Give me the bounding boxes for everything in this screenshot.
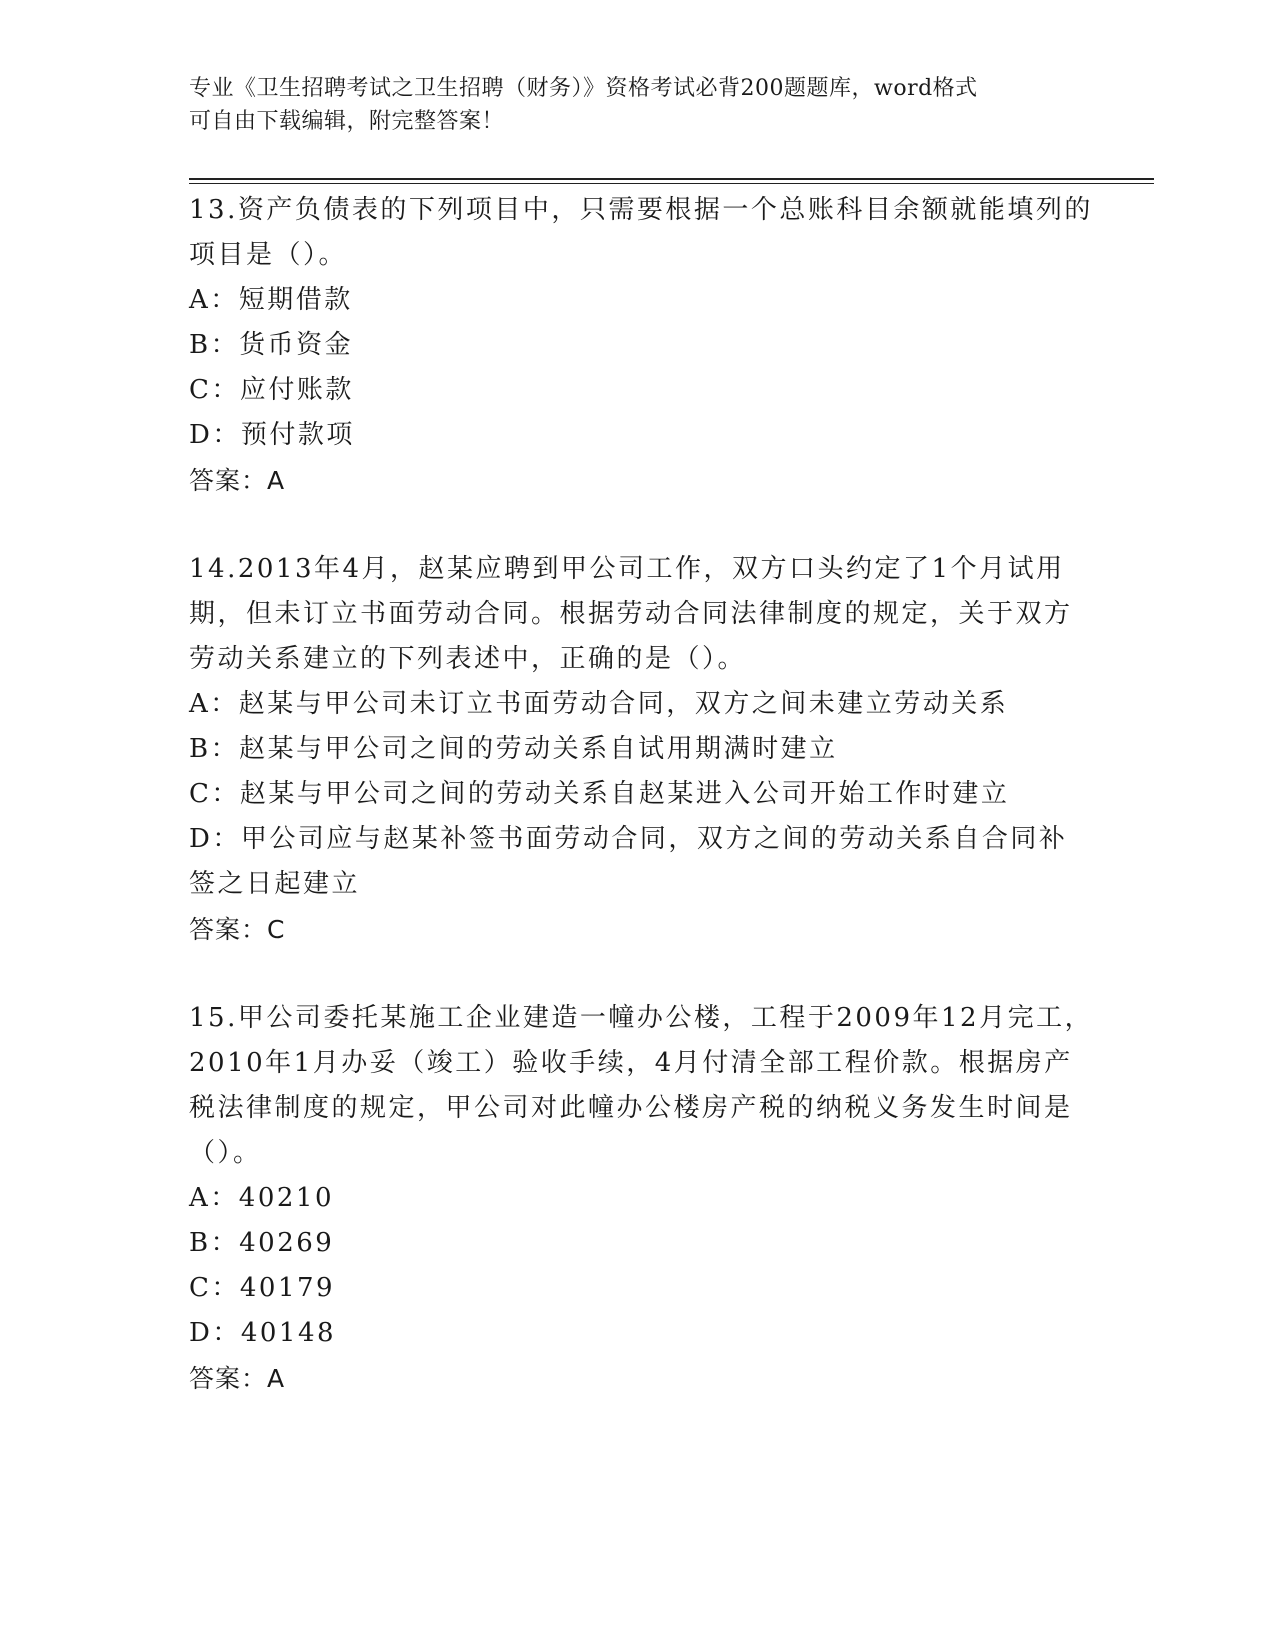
answer-line: 答案：A [189, 1364, 286, 1393]
option-d: D：甲公司应与赵某补签书面劳动合同，双方之间的劳动关系自合同补签之日起建立 [189, 824, 1068, 899]
question-stem: 14.2013年4月，赵某应聘到甲公司工作，双方口头约定了1个月试用期，但未订立书面劳动合同。根据劳动合同法律制度的规定，关于双方劳动关系建立的下列表述中，正确的是（）。 [189, 554, 1073, 674]
option-a: A：赵某与甲公司未订立书面劳动合同，双方之间未建立劳动关系 [189, 689, 1009, 719]
question-stem: 13.资产负债表的下列项目中，只需要根据一个总账科目余额就能填列的项目是（）。 [189, 195, 1093, 270]
option-c: C：40179 [189, 1273, 336, 1303]
header-line-1: 专业《卫生招聘考试之卫生招聘（财务）》资格考试必背200题题库，word格式 [189, 76, 978, 101]
answer-line: 答案：A [189, 466, 286, 495]
option-d: D：预付款项 [189, 420, 355, 450]
header-divider-thin [189, 183, 1154, 184]
header-divider-thick [189, 178, 1154, 180]
header-line-2: 可自由下载编辑，附完整答案！ [189, 109, 505, 134]
question-13 [189, 188, 1094, 503]
question-15 [189, 996, 1094, 1401]
option-c: C：赵某与甲公司之间的劳动关系自赵某进入公司开始工作时建立 [189, 779, 1010, 809]
option-a: A：40210 [189, 1183, 334, 1213]
option-c: C：应付账款 [189, 375, 354, 405]
option-b: B：赵某与甲公司之间的劳动关系自试用期满时建立 [189, 734, 838, 764]
question-list [189, 188, 1094, 1401]
answer-line: 答案：C [189, 915, 286, 944]
document-header [189, 72, 1069, 138]
option-d: D：40148 [189, 1318, 337, 1348]
option-b: B：40269 [189, 1228, 335, 1258]
option-a: A：短期借款 [189, 285, 353, 315]
question-14 [189, 547, 1094, 952]
option-b: B：货币资金 [189, 330, 354, 360]
question-stem: 15.甲公司委托某施工企业建造一幢办公楼，工程于2009年12月完工，2010年1月办妥（竣工）验收手续，4月付清全部工程价款。根据房产税法律制度的规定，甲公司对此幢办公楼房产税的纳税义务发生时间是（）。 [189, 1003, 1094, 1168]
